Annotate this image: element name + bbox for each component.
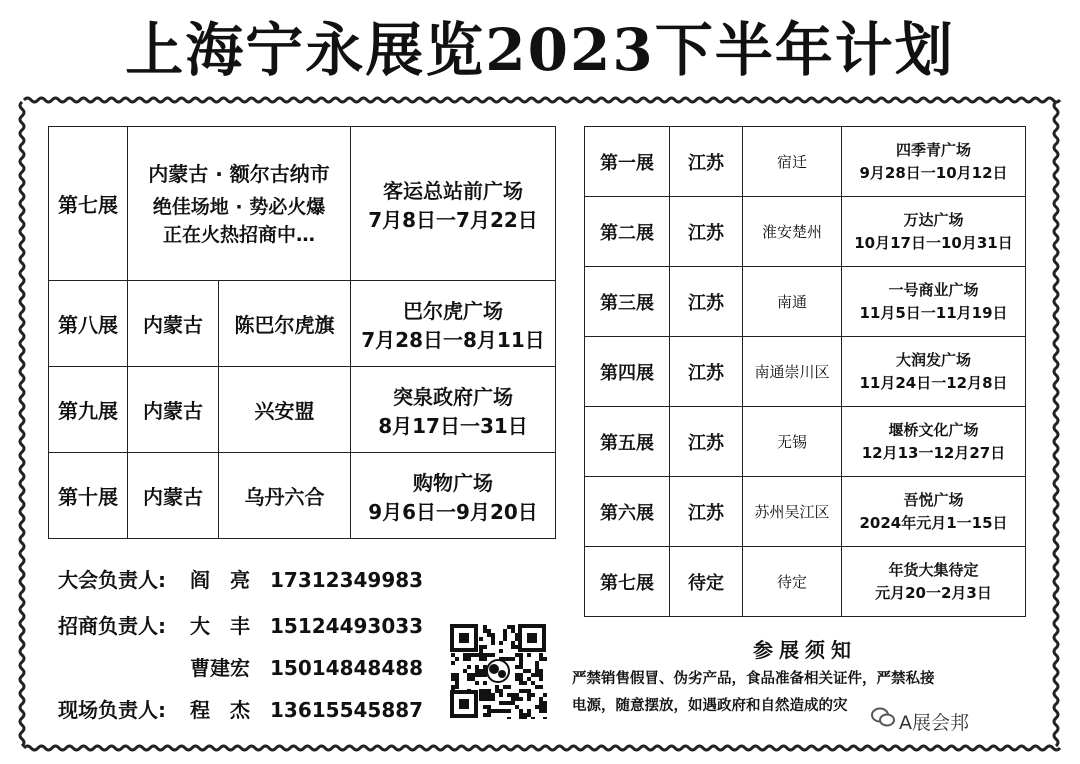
venue-cell <box>351 367 556 453</box>
venue-cell <box>842 407 1026 477</box>
contact-site <box>58 694 423 723</box>
contact-name: 阎 亮 <box>190 568 250 592</box>
table-row <box>49 453 556 539</box>
table-row <box>585 337 1026 407</box>
region-cell <box>128 127 351 281</box>
contact-role: 招商负责人: <box>58 614 166 638</box>
venue-cell <box>351 453 556 539</box>
contact-name: 大 丰 <box>190 614 250 638</box>
city-cell: 无锡 <box>743 407 842 477</box>
contact-role: 现场负责人: <box>58 698 166 722</box>
exhibition-label: 第一展 <box>585 127 670 197</box>
region-cell: 内蒙古 <box>128 453 219 539</box>
left-schedule-table <box>48 126 556 539</box>
venue-cell <box>842 547 1026 617</box>
venue-name: 年货大集待定 <box>888 560 979 579</box>
contact-invest <box>58 610 423 639</box>
table-row <box>585 477 1026 547</box>
venue-cell <box>842 267 1026 337</box>
contact-general <box>58 564 423 593</box>
province-cell: 江苏 <box>670 267 743 337</box>
slogan-line-1: 绝佳场地 · 势必火爆 <box>152 196 326 218</box>
venue-name: 吾悦广场 <box>903 490 964 509</box>
venue-date: 11月24日一12月8日 <box>859 373 1008 392</box>
exhibition-label: 第九展 <box>49 367 128 453</box>
city-cell: 南通崇川区 <box>743 337 842 407</box>
exhibition-label: 第八展 <box>49 281 128 367</box>
slogan-line-2: 正在火热招商中… <box>162 224 315 246</box>
exhibition-label: 第五展 <box>585 407 670 477</box>
city-cell: 宿迁 <box>743 127 842 197</box>
table-row <box>49 127 556 281</box>
venue-cell <box>842 197 1026 267</box>
venue-name: 大润发广场 <box>895 350 971 369</box>
table-row <box>585 197 1026 267</box>
qr-code-icon <box>449 623 547 719</box>
venue-date: 8月17日一31日 <box>378 413 528 438</box>
province-cell: 待定 <box>670 547 743 617</box>
table-row <box>49 367 556 453</box>
notice-line-2: 电源，随意摆放，如遇政府和自然造成的灾 <box>572 698 848 714</box>
exhibition-label: 第七展 <box>49 127 128 281</box>
exhibition-label: 第六展 <box>585 477 670 547</box>
venue-date: 10月17日一10月31日 <box>854 233 1013 252</box>
city-cell: 乌丹六合 <box>219 453 351 539</box>
contact-invest-2 <box>58 652 423 681</box>
region-cell: 内蒙古 <box>128 281 219 367</box>
venue-date: 7月28日一8月11日 <box>361 327 545 352</box>
notice-line-1: 严禁销售假冒、伪劣产品，食品准备相关证件，严禁私接 <box>572 671 935 687</box>
wechat-logo-icon <box>870 704 896 730</box>
venue-name: 四季青广场 <box>895 140 971 159</box>
table-row <box>585 127 1026 197</box>
city-cell: 兴安盟 <box>219 367 351 453</box>
venue-date: 7月8日一7月22日 <box>368 207 538 232</box>
city-cell: 淮安楚州 <box>743 197 842 267</box>
region-cell: 内蒙古 <box>128 367 219 453</box>
venue-name: 一号商业广场 <box>888 280 979 299</box>
table-row <box>585 407 1026 477</box>
venue-cell <box>842 127 1026 197</box>
region-text: 内蒙古 · 额尔古纳市 <box>148 162 330 186</box>
venue-cell <box>351 127 556 281</box>
contact-phone: 17312349983 <box>270 568 424 592</box>
province-cell: 江苏 <box>670 407 743 477</box>
qr-code-icon <box>449 623 547 719</box>
exhibition-label: 第三展 <box>585 267 670 337</box>
table-row <box>49 281 556 367</box>
venue-date: 11月5日一11月19日 <box>859 303 1008 322</box>
venue-cell <box>351 281 556 367</box>
exhibition-label: 第七展 <box>585 547 670 617</box>
watermark: A展会邦 <box>895 708 973 735</box>
venue-cell <box>842 477 1026 547</box>
exhibition-label: 第十展 <box>49 453 128 539</box>
venue-name: 突泉政府广场 <box>393 384 513 409</box>
contact-phone: 13615545887 <box>270 698 424 722</box>
city-cell: 南通 <box>743 267 842 337</box>
contact-phone: 15124493033 <box>270 614 424 638</box>
contact-name: 曹建宏 <box>190 656 250 680</box>
province-cell: 江苏 <box>670 477 743 547</box>
city-cell: 陈巴尔虎旗 <box>219 281 351 367</box>
province-cell: 江苏 <box>670 337 743 407</box>
venue-name: 巴尔虎广场 <box>403 298 503 323</box>
city-cell: 待定 <box>743 547 842 617</box>
contact-role: 大会负责人: <box>58 568 166 592</box>
notice-title: 参展须知 <box>753 638 857 662</box>
table-row <box>585 267 1026 337</box>
venue-date: 9月28日一10月12日 <box>859 163 1008 182</box>
exhibition-label: 第四展 <box>585 337 670 407</box>
page-title: 上海宁永展览2023下半年计划 <box>125 16 955 84</box>
right-schedule-table <box>584 126 1026 617</box>
venue-date: 9月6日一9月20日 <box>368 499 538 524</box>
venue-date: 12月13一12月27日 <box>861 443 1006 462</box>
table-row <box>585 547 1026 617</box>
venue-date: 2024年元月1一15日 <box>859 513 1008 532</box>
venue-cell <box>842 337 1026 407</box>
exhibition-label: 第二展 <box>585 197 670 267</box>
province-cell: 江苏 <box>670 127 743 197</box>
contact-name: 程 杰 <box>190 698 250 722</box>
venue-name: 购物广场 <box>413 470 493 495</box>
province-cell: 江苏 <box>670 197 743 267</box>
city-cell: 苏州吴江区 <box>743 477 842 547</box>
venue-name: 万达广场 <box>903 210 964 229</box>
venue-name: 堰桥文化广场 <box>888 420 979 439</box>
venue-date: 元月20一2月3日 <box>875 583 992 602</box>
contact-phone: 15014848488 <box>270 656 424 680</box>
venue-name: 客运总站前广场 <box>383 178 523 203</box>
